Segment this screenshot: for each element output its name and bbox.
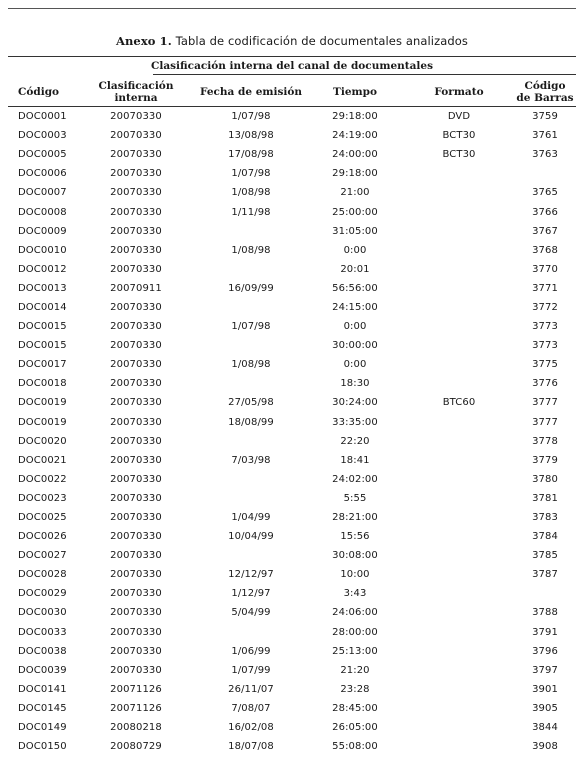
cell-codigo: DOC0145 xyxy=(18,702,67,714)
cell-formato xyxy=(404,183,514,202)
cell-barras: 3768 xyxy=(532,244,558,256)
cell-fecha: 7/08/07 xyxy=(231,702,271,714)
cell-codigo: DOC0141 xyxy=(18,683,67,695)
cell-barras: 3765 xyxy=(532,187,558,199)
column-header-clasificacion: Clasificación interna xyxy=(76,78,196,107)
cell-fecha: 7/03/98 xyxy=(231,454,271,466)
cell-clasificacion: 20070330 xyxy=(110,225,162,237)
cell-tiempo: 20:01 xyxy=(340,263,370,275)
cell-barras: 3905 xyxy=(532,702,558,714)
cell-tiempo: 5:55 xyxy=(343,492,367,504)
cell-clasificacion: 20070330 xyxy=(110,550,162,562)
cell-barras: 3770 xyxy=(532,263,558,275)
cell-clasificacion: 20080729 xyxy=(110,741,162,753)
cell-clasificacion: 20070330 xyxy=(110,492,162,504)
cell-clasificacion: 20070330 xyxy=(110,569,162,581)
cell-codigo: DOC0001 xyxy=(18,111,67,123)
cell-tiempo: 25:00:00 xyxy=(332,206,378,218)
cell-barras xyxy=(514,584,576,603)
cell-codigo: DOC0021 xyxy=(18,454,67,466)
cell-clasificacion: 20070330 xyxy=(110,645,162,657)
cell-barras: 3785 xyxy=(532,550,558,562)
cell-codigo: DOC0007 xyxy=(18,187,67,199)
cell-fecha: 1/07/99 xyxy=(231,664,271,676)
cell-codigo: DOC0028 xyxy=(18,569,67,581)
cell-codigo: DOC0006 xyxy=(18,168,67,180)
table-row xyxy=(8,623,576,642)
cell-fecha: 17/08/98 xyxy=(228,149,274,161)
cell-clasificacion: 20070330 xyxy=(110,416,162,428)
cell-fecha: 1/07/98 xyxy=(231,321,271,333)
cell-formato xyxy=(404,661,514,680)
cell-fecha: 27/05/98 xyxy=(228,397,274,409)
cell-clasificacion: 20071126 xyxy=(110,683,162,695)
table-row xyxy=(8,565,576,584)
cell-tiempo: 0:00 xyxy=(343,321,367,333)
cell-barras: 3844 xyxy=(532,722,558,734)
cell-clasificacion: 20070330 xyxy=(110,187,162,199)
table-row xyxy=(8,661,576,680)
cell-codigo: DOC0005 xyxy=(18,149,67,161)
cell-fecha xyxy=(196,470,306,489)
table-body xyxy=(8,107,576,757)
column-header-formato: Formato xyxy=(404,78,514,107)
cell-fecha xyxy=(196,546,306,565)
table-row xyxy=(8,355,576,374)
cell-formato xyxy=(404,451,514,470)
cell-formato xyxy=(404,603,514,622)
cell-codigo: DOC0025 xyxy=(18,512,67,524)
column-header-fecha: Fecha de emisión xyxy=(196,78,306,107)
cell-barras: 3777 xyxy=(532,397,558,409)
table-row xyxy=(8,260,576,279)
column-header-tiempo: Tiempo xyxy=(306,78,404,107)
cell-fecha xyxy=(196,298,306,317)
cell-fecha xyxy=(196,260,306,279)
cell-barras xyxy=(514,164,576,183)
cell-formato xyxy=(404,355,514,374)
cell-barras: 3788 xyxy=(532,607,558,619)
cell-tiempo: 10:00 xyxy=(340,569,370,581)
cell-barras: 3784 xyxy=(532,531,558,543)
cell-formato xyxy=(404,279,514,298)
cell-clasificacion: 20080218 xyxy=(110,722,162,734)
cell-formato xyxy=(404,260,514,279)
cell-codigo: DOC0038 xyxy=(18,645,67,657)
table-row xyxy=(8,546,576,565)
cell-barras: 3787 xyxy=(532,569,558,581)
cell-tiempo: 29:18:00 xyxy=(332,111,378,123)
cell-barras: 3773 xyxy=(532,340,558,352)
cell-codigo: DOC0027 xyxy=(18,550,67,562)
column-header-barras: Código de Barras xyxy=(514,78,576,107)
cell-codigo: DOC0039 xyxy=(18,664,67,676)
table-row xyxy=(8,642,576,661)
cell-tiempo: 24:06:00 xyxy=(332,607,378,619)
table-subtitle: Clasificación interna del canal de documentales xyxy=(151,60,433,72)
cell-clasificacion: 20070330 xyxy=(110,301,162,313)
cell-fecha xyxy=(196,222,306,241)
cell-codigo: DOC0009 xyxy=(18,225,67,237)
cell-tiempo: 30:00:00 xyxy=(332,340,378,352)
cell-codigo: DOC0149 xyxy=(18,722,67,734)
cell-codigo: DOC0015 xyxy=(18,340,67,352)
cell-formato xyxy=(404,374,514,393)
cell-codigo: DOC0023 xyxy=(18,492,67,504)
cell-tiempo: 24:00:00 xyxy=(332,149,378,161)
cell-formato: DVD xyxy=(447,111,471,123)
cell-codigo: DOC0026 xyxy=(18,531,67,543)
cell-clasificacion: 20070330 xyxy=(110,206,162,218)
table-row xyxy=(8,718,576,737)
cell-clasificacion: 20071126 xyxy=(110,702,162,714)
table-row xyxy=(8,222,576,241)
cell-formato xyxy=(404,489,514,508)
table-row xyxy=(8,737,576,756)
cell-clasificacion: 20070330 xyxy=(110,321,162,333)
cell-formato: BCT30 xyxy=(442,149,476,161)
cell-tiempo: 28:00:00 xyxy=(332,626,378,638)
cell-clasificacion: 20070330 xyxy=(110,607,162,619)
cell-fecha: 1/07/98 xyxy=(231,111,271,123)
table-row xyxy=(8,202,576,221)
cell-tiempo: 23:28 xyxy=(340,683,370,695)
cell-formato xyxy=(404,317,514,336)
column-header-codigo: Código xyxy=(8,78,76,107)
cell-formato xyxy=(404,241,514,260)
subtitle-rule xyxy=(153,74,576,75)
cell-formato xyxy=(404,642,514,661)
table-row xyxy=(8,699,576,718)
cell-clasificacion: 20070330 xyxy=(110,244,162,256)
cell-tiempo: 18:41 xyxy=(340,454,370,466)
cell-tiempo: 0:00 xyxy=(343,359,367,371)
cell-fecha: 13/08/98 xyxy=(228,130,274,142)
table-row xyxy=(8,413,576,432)
cell-fecha: 1/06/99 xyxy=(231,645,271,657)
cell-formato xyxy=(404,565,514,584)
table-row xyxy=(8,451,576,470)
cell-fecha xyxy=(196,623,306,642)
cell-barras: 3901 xyxy=(532,683,558,695)
cell-clasificacion: 20070330 xyxy=(110,454,162,466)
table-row xyxy=(8,680,576,699)
cell-clasificacion: 20070330 xyxy=(110,626,162,638)
cell-codigo: DOC0019 xyxy=(18,397,67,409)
cell-barras: 3773 xyxy=(532,321,558,333)
cell-codigo: DOC0013 xyxy=(18,282,67,294)
top-rule xyxy=(8,8,576,9)
cell-formato xyxy=(404,508,514,527)
cell-tiempo: 24:15:00 xyxy=(332,301,378,313)
cell-fecha: 12/12/97 xyxy=(228,569,274,581)
cell-tiempo: 28:21:00 xyxy=(332,512,378,524)
cell-codigo: DOC0012 xyxy=(18,263,67,275)
cell-barras: 3779 xyxy=(532,454,558,466)
caption-text: Tabla de codificación de documentales analizados xyxy=(175,34,469,48)
cell-fecha: 1/08/98 xyxy=(231,187,271,199)
cell-barras: 3781 xyxy=(532,492,558,504)
cell-tiempo: 31:05:00 xyxy=(332,225,378,237)
cell-tiempo: 33:35:00 xyxy=(332,416,378,428)
cell-formato xyxy=(404,164,514,183)
cell-barras: 3776 xyxy=(532,378,558,390)
cell-codigo: DOC0008 xyxy=(18,206,67,218)
table-row xyxy=(8,145,576,164)
cell-clasificacion: 20070330 xyxy=(110,531,162,543)
cell-tiempo: 24:19:00 xyxy=(332,130,378,142)
cell-tiempo: 28:45:00 xyxy=(332,702,378,714)
caption-lead: Anexo 1. xyxy=(115,34,172,48)
cell-formato xyxy=(404,413,514,432)
cell-tiempo: 21:20 xyxy=(340,664,370,676)
cell-barras: 3771 xyxy=(532,282,558,294)
codes-table xyxy=(8,78,576,756)
cell-tiempo: 30:24:00 xyxy=(332,397,378,409)
table-row xyxy=(8,336,576,355)
cell-codigo: DOC0033 xyxy=(18,626,67,638)
cell-codigo: DOC0029 xyxy=(18,588,67,600)
table-row xyxy=(8,470,576,489)
cell-barras: 3772 xyxy=(532,301,558,313)
cell-formato xyxy=(404,699,514,718)
cell-formato xyxy=(404,470,514,489)
cell-codigo: DOC0015 xyxy=(18,321,67,333)
cell-barras: 3761 xyxy=(532,130,558,142)
cell-barras: 3767 xyxy=(532,225,558,237)
cell-fecha: 10/04/99 xyxy=(228,531,274,543)
cell-clasificacion: 20070330 xyxy=(110,512,162,524)
cell-fecha: 1/11/98 xyxy=(231,206,271,218)
cell-clasificacion: 20070330 xyxy=(110,130,162,142)
cell-tiempo: 26:05:00 xyxy=(332,722,378,734)
table-row xyxy=(8,317,576,336)
table-row xyxy=(8,241,576,260)
table-row xyxy=(8,374,576,393)
cell-formato xyxy=(404,737,514,756)
cell-barras: 3775 xyxy=(532,359,558,371)
table-row xyxy=(8,489,576,508)
cell-barras: 3759 xyxy=(532,111,558,123)
table-row xyxy=(8,279,576,298)
cell-codigo: DOC0022 xyxy=(18,473,67,485)
cell-fecha: 18/08/99 xyxy=(228,416,274,428)
cell-clasificacion: 20070330 xyxy=(110,397,162,409)
cell-barras: 3908 xyxy=(532,741,558,753)
cell-codigo: DOC0020 xyxy=(18,435,67,447)
cell-clasificacion: 20070330 xyxy=(110,359,162,371)
cell-barras: 3763 xyxy=(532,149,558,161)
cell-formato xyxy=(404,336,514,355)
cell-tiempo: 3:43 xyxy=(343,588,367,600)
cell-fecha xyxy=(196,432,306,451)
table-row xyxy=(8,183,576,202)
cell-barras: 3777 xyxy=(532,416,558,428)
cell-barras: 3780 xyxy=(532,473,558,485)
cell-tiempo: 55:08:00 xyxy=(332,741,378,753)
cell-tiempo: 30:08:00 xyxy=(332,550,378,562)
cell-tiempo: 22:20 xyxy=(340,435,370,447)
cell-fecha: 5/04/99 xyxy=(231,607,271,619)
table-row xyxy=(8,527,576,546)
cell-tiempo: 56:56:00 xyxy=(332,282,378,294)
cell-clasificacion: 20070330 xyxy=(110,149,162,161)
cell-clasificacion: 20070330 xyxy=(110,435,162,447)
cell-formato xyxy=(404,546,514,565)
cell-formato xyxy=(404,202,514,221)
cell-tiempo: 15:56 xyxy=(340,531,370,543)
table-row xyxy=(8,298,576,317)
table-row xyxy=(8,584,576,603)
cell-fecha: 1/12/97 xyxy=(231,588,271,600)
cell-clasificacion: 20070330 xyxy=(110,340,162,352)
cell-barras: 3796 xyxy=(532,645,558,657)
cell-fecha: 1/04/99 xyxy=(231,512,271,524)
cell-tiempo: 0:00 xyxy=(343,244,367,256)
cell-clasificacion: 20070330 xyxy=(110,263,162,275)
cell-formato xyxy=(404,584,514,603)
cell-tiempo: 24:02:00 xyxy=(332,473,378,485)
cell-codigo: DOC0030 xyxy=(18,607,67,619)
table-row xyxy=(8,107,576,127)
table-row xyxy=(8,164,576,183)
cell-formato xyxy=(404,222,514,241)
cell-codigo: DOC0010 xyxy=(18,244,67,256)
cell-fecha: 1/08/98 xyxy=(231,244,271,256)
cell-clasificacion: 20070330 xyxy=(110,588,162,600)
cell-codigo: DOC0018 xyxy=(18,378,67,390)
cell-fecha: 1/07/98 xyxy=(231,168,271,180)
cell-formato xyxy=(404,680,514,699)
cell-tiempo: 21:00 xyxy=(340,187,370,199)
cell-fecha: 18/07/08 xyxy=(228,741,274,753)
cell-tiempo: 18:30 xyxy=(340,378,370,390)
cell-clasificacion: 20070911 xyxy=(110,282,162,294)
cell-fecha: 16/02/08 xyxy=(228,722,274,734)
cell-barras: 3783 xyxy=(532,512,558,524)
cell-fecha xyxy=(196,374,306,393)
cell-codigo: DOC0003 xyxy=(18,130,67,142)
cell-codigo: DOC0019 xyxy=(18,416,67,428)
cell-barras: 3766 xyxy=(532,206,558,218)
table-header-row xyxy=(8,78,576,107)
table-caption xyxy=(8,34,576,48)
cell-codigo: DOC0017 xyxy=(18,359,67,371)
cell-codigo: DOC0014 xyxy=(18,301,67,313)
cell-formato: BCT30 xyxy=(442,130,476,142)
cell-fecha xyxy=(196,336,306,355)
cell-barras: 3778 xyxy=(532,435,558,447)
cell-formato xyxy=(404,527,514,546)
cell-clasificacion: 20070330 xyxy=(110,378,162,390)
cell-formato xyxy=(404,432,514,451)
cell-fecha: 1/08/98 xyxy=(231,359,271,371)
table-row xyxy=(8,603,576,622)
cell-barras: 3791 xyxy=(532,626,558,638)
cell-tiempo: 29:18:00 xyxy=(332,168,378,180)
cell-tiempo: 25:13:00 xyxy=(332,645,378,657)
table-row xyxy=(8,126,576,145)
cell-clasificacion: 20070330 xyxy=(110,664,162,676)
table-row xyxy=(8,508,576,527)
caption-rule xyxy=(8,56,576,57)
cell-formato xyxy=(404,298,514,317)
cell-formato xyxy=(404,623,514,642)
cell-fecha: 16/09/99 xyxy=(228,282,274,294)
cell-fecha xyxy=(196,489,306,508)
table-row xyxy=(8,432,576,451)
cell-clasificacion: 20070330 xyxy=(110,111,162,123)
cell-formato: BTC60 xyxy=(442,397,476,409)
cell-clasificacion: 20070330 xyxy=(110,168,162,180)
cell-formato xyxy=(404,718,514,737)
cell-barras: 3797 xyxy=(532,664,558,676)
cell-clasificacion: 20070330 xyxy=(110,473,162,485)
cell-codigo: DOC0150 xyxy=(18,741,67,753)
table-row xyxy=(8,393,576,412)
cell-fecha: 26/11/07 xyxy=(228,683,274,695)
